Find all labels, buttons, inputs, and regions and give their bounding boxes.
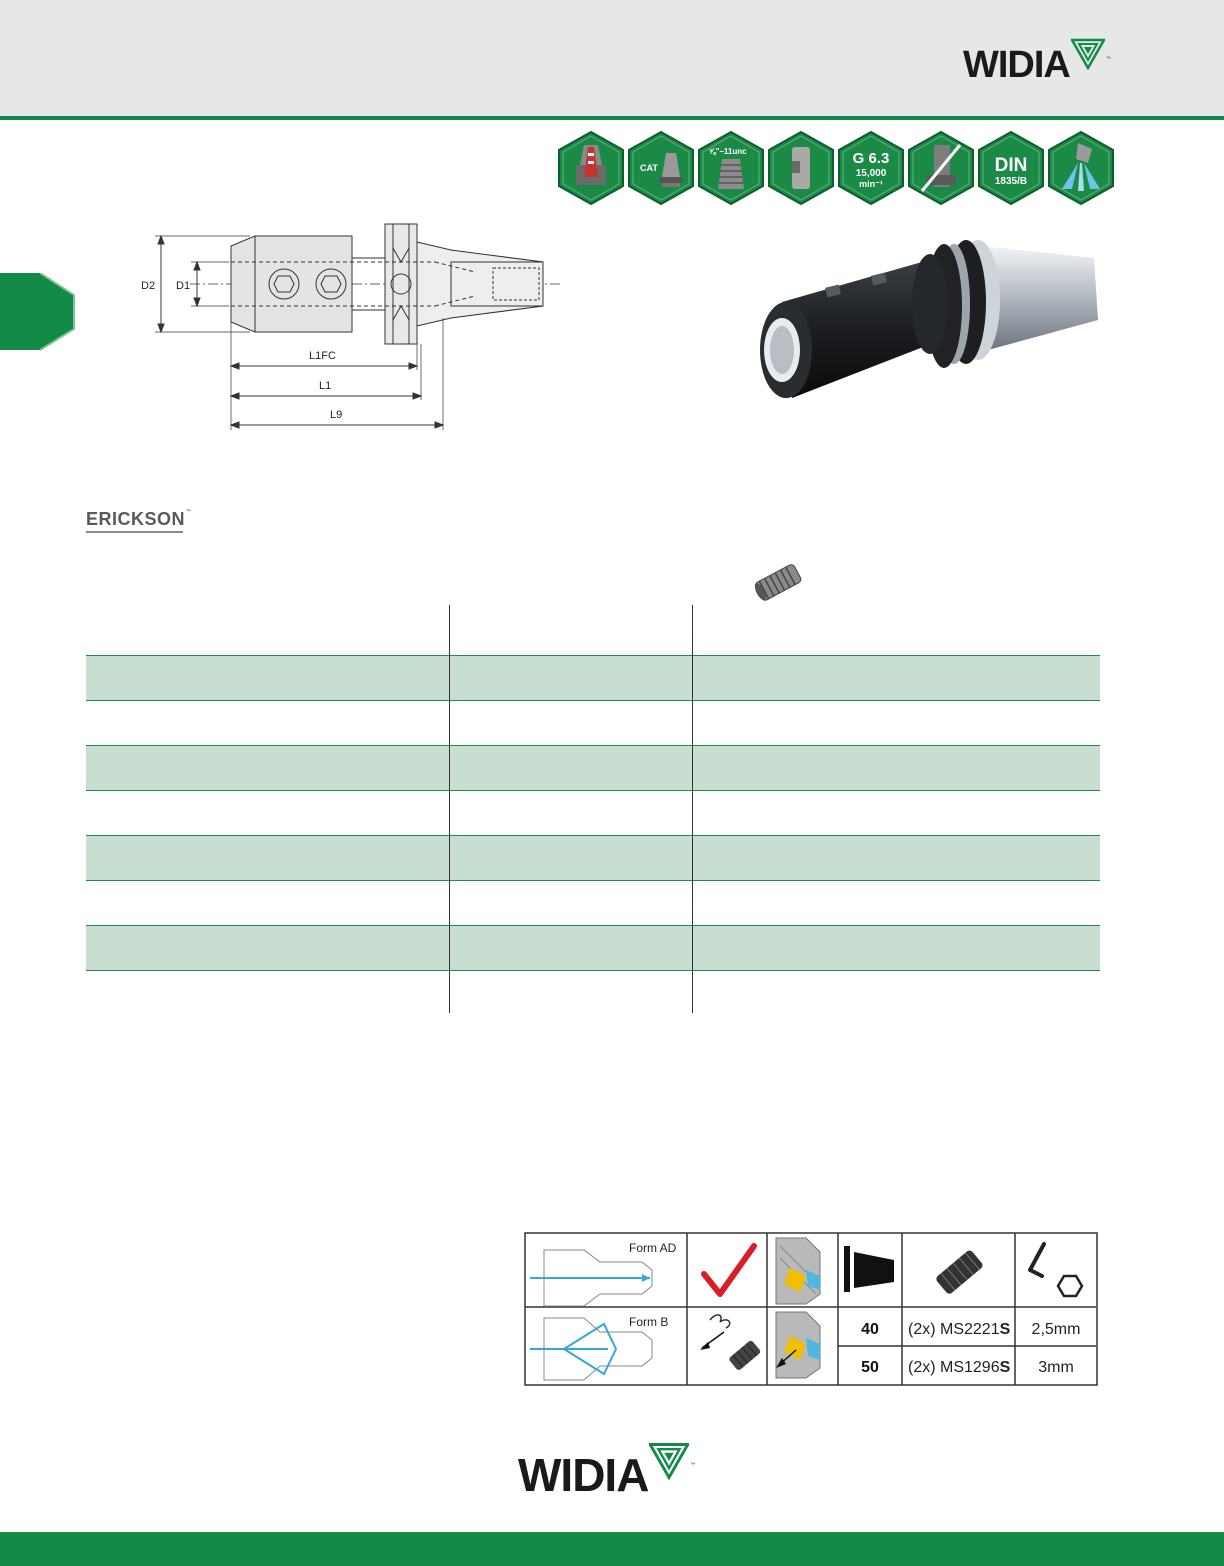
through-coolant-icon — [1048, 131, 1114, 205]
logo-wordmark: WIDIA — [963, 44, 1070, 86]
dim-label-d1: D1 — [176, 280, 191, 292]
row-divider — [86, 790, 1100, 791]
set-screw-icon — [750, 558, 808, 606]
checkmark-icon — [704, 1246, 754, 1294]
spec-screw-50: (2x) MS1296S — [908, 1359, 1011, 1376]
form-b-label: Form B — [629, 1315, 669, 1329]
footer-logo-trademark: ™ — [690, 1462, 696, 1468]
widia-logo-footer — [518, 1449, 696, 1501]
erickson-wordmark: ERICKSON — [86, 509, 186, 529]
dim-label-l1fc: L1FC — [309, 350, 336, 362]
product-image — [752, 232, 1102, 402]
form-ad-diagram — [530, 1241, 677, 1306]
spec-screw-40: (2x) MS2221S — [908, 1321, 1011, 1338]
balance-speed-value: 15,000 — [855, 168, 887, 179]
row-divider — [86, 880, 1100, 881]
dim-label-l9: L9 — [330, 409, 343, 421]
logo-trademark: ™ — [1105, 56, 1111, 62]
screw-removal-icon — [700, 1315, 761, 1371]
column-divider — [692, 605, 693, 1013]
accessory-spec-table — [524, 1232, 1099, 1388]
table-row — [86, 701, 1100, 745]
set-screw-spec-icon — [935, 1249, 984, 1295]
table-row — [86, 881, 1100, 925]
flat-shank-icon — [768, 131, 834, 205]
technical-drawing — [135, 218, 565, 433]
table-row — [86, 925, 1100, 970]
erickson-trademark: ™ — [186, 509, 192, 515]
din-label: DIN — [994, 155, 1028, 176]
section-side-tab — [0, 273, 76, 351]
retention-thread-icon — [698, 131, 764, 205]
thread-label: ⅝"–11unc — [709, 147, 747, 156]
column-divider — [449, 605, 450, 1013]
row-divider — [86, 835, 1100, 836]
form-b-diagram — [530, 1315, 668, 1380]
cat-label: CAT — [640, 163, 658, 173]
form-ad-label: Form AD — [629, 1241, 677, 1255]
row-divider — [86, 655, 1100, 656]
spec-key-40: 2,5mm — [1031, 1321, 1081, 1338]
dim-label-l1: L1 — [319, 380, 332, 392]
erickson-underline — [86, 531, 183, 533]
page-footer-bar — [0, 1532, 1224, 1566]
dim-label-d2: D2 — [141, 280, 156, 292]
coolant-section-icon — [776, 1312, 820, 1378]
table-row — [86, 971, 1100, 1013]
row-divider — [86, 925, 1100, 926]
table-row — [86, 835, 1100, 880]
table-row — [86, 745, 1100, 790]
din-standard-number: 1835/B — [994, 176, 1028, 187]
spec-size-40: 40 — [861, 1321, 879, 1338]
balance-speed-unit: min⁻¹ — [859, 179, 883, 189]
row-divider — [86, 970, 1100, 971]
no-flat-icon — [908, 131, 974, 205]
feature-icon-row — [558, 131, 1114, 205]
taper-size-icon — [844, 1246, 894, 1292]
balance-grade-label: G 6.3 — [852, 150, 890, 167]
hex-key-icon — [1030, 1244, 1082, 1296]
cat-taper-icon — [628, 131, 694, 205]
balance-grade-icon — [838, 131, 904, 205]
widia-logo-header — [963, 46, 1111, 84]
widia-triangle-icon — [649, 1442, 689, 1480]
footer-logo-wordmark: WIDIA — [518, 1449, 649, 1501]
row-divider — [86, 745, 1100, 746]
spec-size-50: 50 — [861, 1359, 879, 1376]
collet-section-icon — [776, 1238, 820, 1304]
table-row — [86, 791, 1100, 835]
table-row — [86, 655, 1100, 700]
header-accent-line — [0, 116, 1224, 120]
din-standard-icon — [978, 131, 1044, 205]
widia-triangle-icon — [1071, 38, 1105, 70]
spec-key-50: 3mm — [1038, 1359, 1074, 1376]
coolant-icon — [558, 131, 624, 205]
row-divider — [86, 700, 1100, 701]
erickson-brand-logo — [86, 509, 192, 530]
